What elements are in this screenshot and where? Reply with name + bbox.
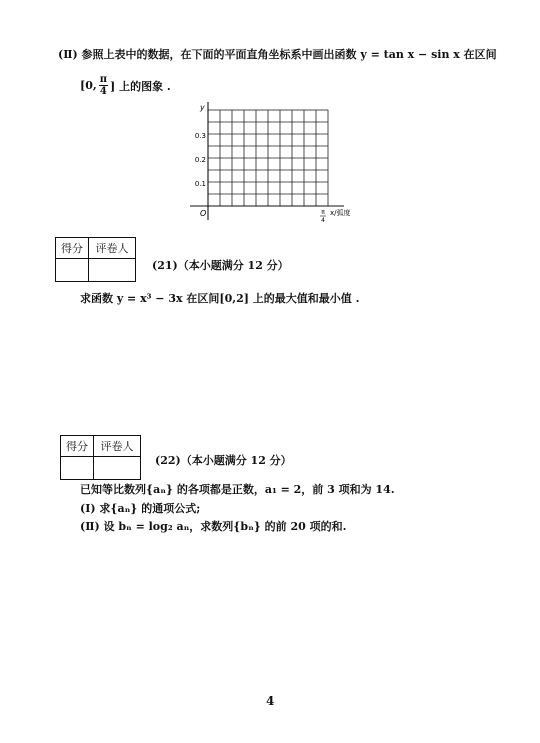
score-box-21 bbox=[55, 237, 136, 282]
y-tick-label: 0.1 bbox=[194, 180, 206, 188]
x-axis-label: x/弧度 bbox=[330, 209, 351, 217]
q21-header: (21)（本小题满分 12 分） bbox=[152, 259, 289, 272]
grader-cell[interactable] bbox=[94, 457, 141, 480]
score-box-22 bbox=[60, 435, 141, 480]
grader-label: 评卷人 bbox=[94, 436, 141, 457]
score-cell[interactable] bbox=[56, 259, 89, 282]
page-number: 4 bbox=[266, 694, 275, 708]
q22-line2: (Ⅰ) 求{aₙ} 的通项公式; bbox=[80, 502, 201, 515]
interval-open: [0, bbox=[80, 79, 97, 92]
interval-fraction bbox=[99, 74, 108, 97]
x-end-denominator: 4 bbox=[321, 217, 325, 224]
score-label: 得分 bbox=[61, 436, 94, 457]
score-cell[interactable] bbox=[61, 457, 94, 480]
part2-interval bbox=[80, 74, 171, 97]
interval-close: ] 上的图象 . bbox=[110, 79, 171, 93]
q22-line1: 已知等比数列{aₙ} 的各项都是正数，a₁ = 2，前 3 项和为 14. bbox=[80, 483, 395, 496]
interval-numerator: π bbox=[99, 74, 108, 85]
y-tick-label: 0.3 bbox=[194, 132, 206, 140]
grader-label: 评卷人 bbox=[89, 238, 136, 259]
coordinate-grid bbox=[180, 98, 360, 226]
score-label: 得分 bbox=[56, 238, 89, 259]
part2-label: (Ⅱ) bbox=[58, 48, 78, 61]
y-axis-label: y bbox=[200, 103, 205, 112]
y-tick-label: 0.2 bbox=[194, 156, 206, 164]
q22-line3: (Ⅱ) 设 bₙ = log₂ aₙ，求数列{bₙ} 的前 20 项的和. bbox=[80, 520, 347, 533]
grid-lines bbox=[208, 110, 328, 206]
x-end-numerator: π bbox=[321, 209, 325, 216]
interval-denominator: 4 bbox=[99, 86, 107, 97]
q21-body: 求函数 y = x³ − 3x 在区间[0,2] 上的最大值和最小值 . bbox=[80, 292, 360, 305]
part2-text: 参照上表中的数据，在下面的平面直角坐标系中画出函数 y = tan x − sin x 在区间 bbox=[81, 48, 497, 61]
grader-cell[interactable] bbox=[89, 259, 136, 282]
part2-line1 bbox=[58, 46, 497, 62]
origin-label: O bbox=[200, 209, 207, 218]
q22-header: (22)（本小题满分 12 分） bbox=[155, 454, 292, 467]
